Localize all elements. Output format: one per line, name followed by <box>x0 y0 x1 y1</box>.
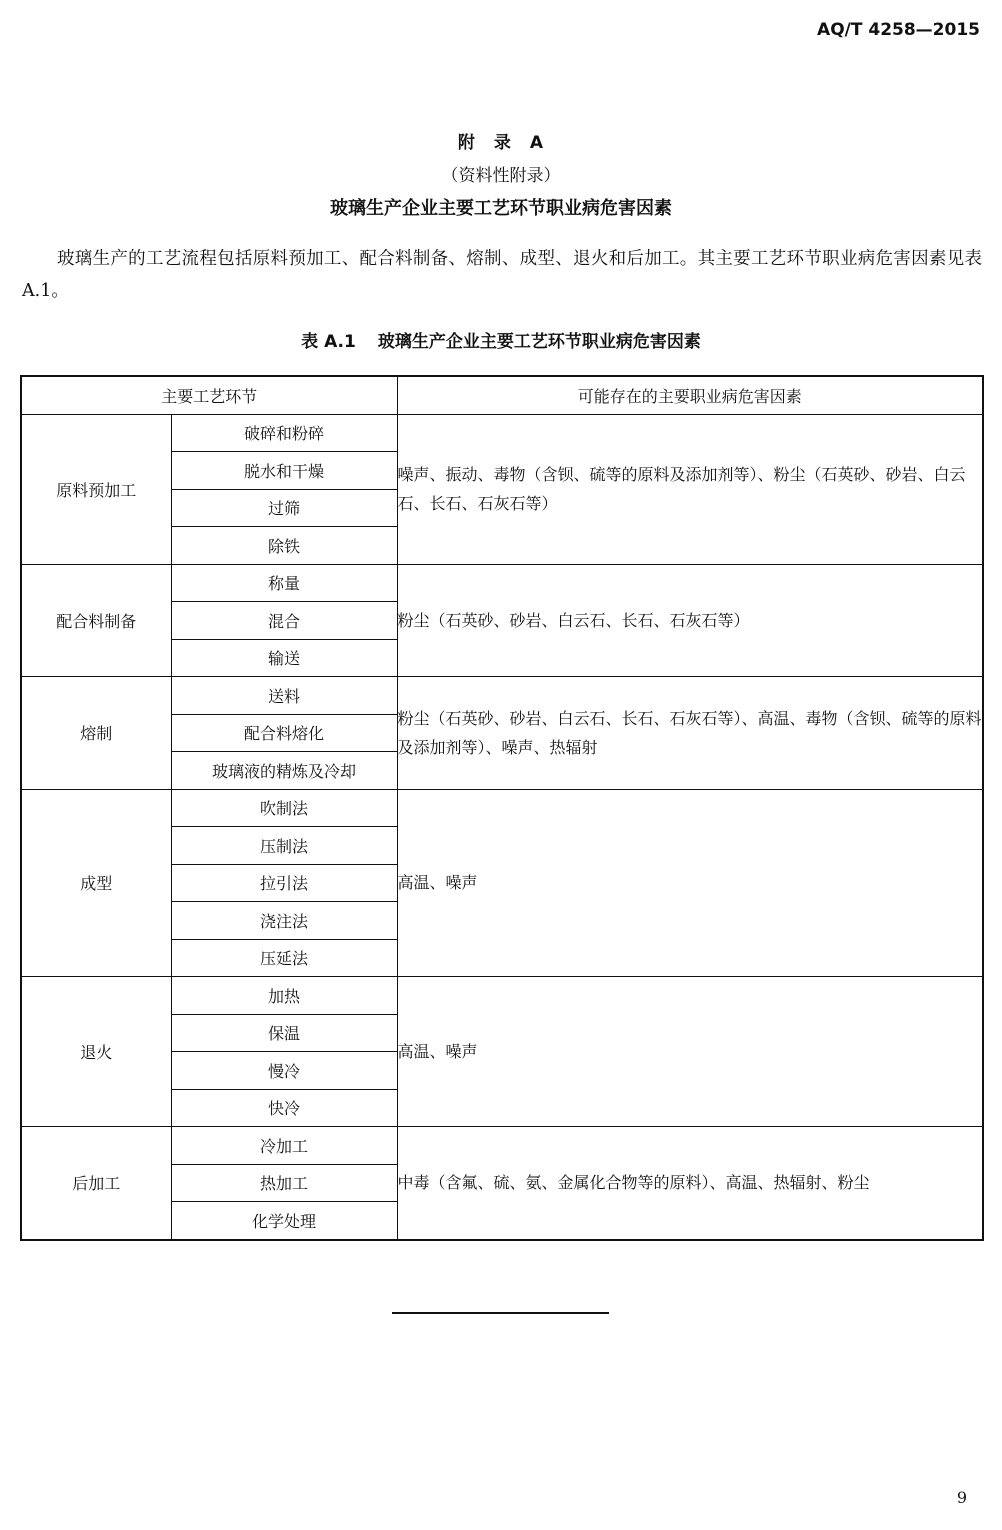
step-cell: 快冷 <box>171 1089 397 1127</box>
stage-cell: 成型 <box>21 789 171 977</box>
appendix-heading: 玻璃生产企业主要工艺环节职业病危害因素 <box>330 198 672 219</box>
stage-cell: 后加工 <box>21 1127 171 1240</box>
step-cell: 拉引法 <box>171 864 397 902</box>
stage-cell: 熔制 <box>21 677 171 790</box>
page-number: 9 <box>956 1488 967 1507</box>
step-cell: 送料 <box>171 677 397 715</box>
table-row <box>21 977 983 1015</box>
step-cell: 过筛 <box>171 489 397 527</box>
stage-cell: 退火 <box>21 977 171 1127</box>
hazard-factors-cell: 高温、噪声 <box>397 977 983 1127</box>
step-cell: 输送 <box>171 639 397 677</box>
header-process-stage: 主要工艺环节 <box>21 376 397 414</box>
hazard-table <box>20 375 984 1241</box>
header-hazard-factors: 可能存在的主要职业病危害因素 <box>397 376 983 414</box>
step-cell: 慢冷 <box>171 1052 397 1090</box>
stage-cell: 原料预加工 <box>21 414 171 564</box>
table-header-row <box>21 376 983 414</box>
step-cell: 压延法 <box>171 939 397 977</box>
step-cell: 浇注法 <box>171 902 397 940</box>
step-cell: 冷加工 <box>171 1127 397 1165</box>
hazard-factors-cell: 粉尘（石英砂、砂岩、白云石、长石、石灰石等）、高温、毒物（含钡、硫等的原料及添加剂等）、噪声、热辐射 <box>397 677 983 790</box>
step-cell: 吹制法 <box>171 789 397 827</box>
step-cell: 热加工 <box>171 1164 397 1202</box>
step-cell: 配合料熔化 <box>171 714 397 752</box>
step-cell: 玻璃液的精炼及冷却 <box>171 752 397 790</box>
step-cell: 保温 <box>171 1014 397 1052</box>
step-cell: 除铁 <box>171 527 397 565</box>
table-caption <box>0 327 1002 352</box>
step-cell: 化学处理 <box>171 1202 397 1240</box>
table-caption-title: 玻璃生产企业主要工艺环节职业病危害因素 <box>377 332 701 352</box>
hazard-factors-cell: 中毒（含氟、硫、氨、金属化合物等的原料）、高温、热辐射、粉尘 <box>397 1127 983 1240</box>
appendix-title: 附 录 A <box>457 133 545 153</box>
table-row <box>21 1127 983 1165</box>
step-cell: 混合 <box>171 602 397 640</box>
table-body <box>21 414 983 1240</box>
table-row <box>21 677 983 715</box>
stage-cell: 配合料制备 <box>21 564 171 677</box>
step-cell: 加热 <box>171 977 397 1015</box>
end-rule <box>392 1312 609 1314</box>
step-cell: 称量 <box>171 564 397 602</box>
intro-paragraph: 玻璃生产的工艺流程包括原料预加工、配合料制备、熔制、成型、退火和后加工。其主要工艺环节职业病危害因素见表 A.1。 <box>22 249 982 301</box>
table-caption-number: 表 A.1 <box>301 332 356 352</box>
hazard-factors-cell: 噪声、振动、毒物（含钡、硫等的原料及添加剂等）、粉尘（石英砂、砂岩、白云石、长石、石灰石等） <box>397 414 983 564</box>
hazard-factors-cell: 高温、噪声 <box>397 789 983 977</box>
appendix-subtitle: （资料性附录） <box>441 166 561 186</box>
table-row <box>21 789 983 827</box>
step-cell: 破碎和粉碎 <box>171 414 397 452</box>
table-row <box>21 564 983 602</box>
standard-code: AQ/T 4258—2015 <box>817 20 980 40</box>
step-cell: 压制法 <box>171 827 397 865</box>
table-row <box>21 414 983 452</box>
hazard-factors-cell: 粉尘（石英砂、砂岩、白云石、长石、石灰石等） <box>397 564 983 677</box>
step-cell: 脱水和干燥 <box>171 452 397 490</box>
